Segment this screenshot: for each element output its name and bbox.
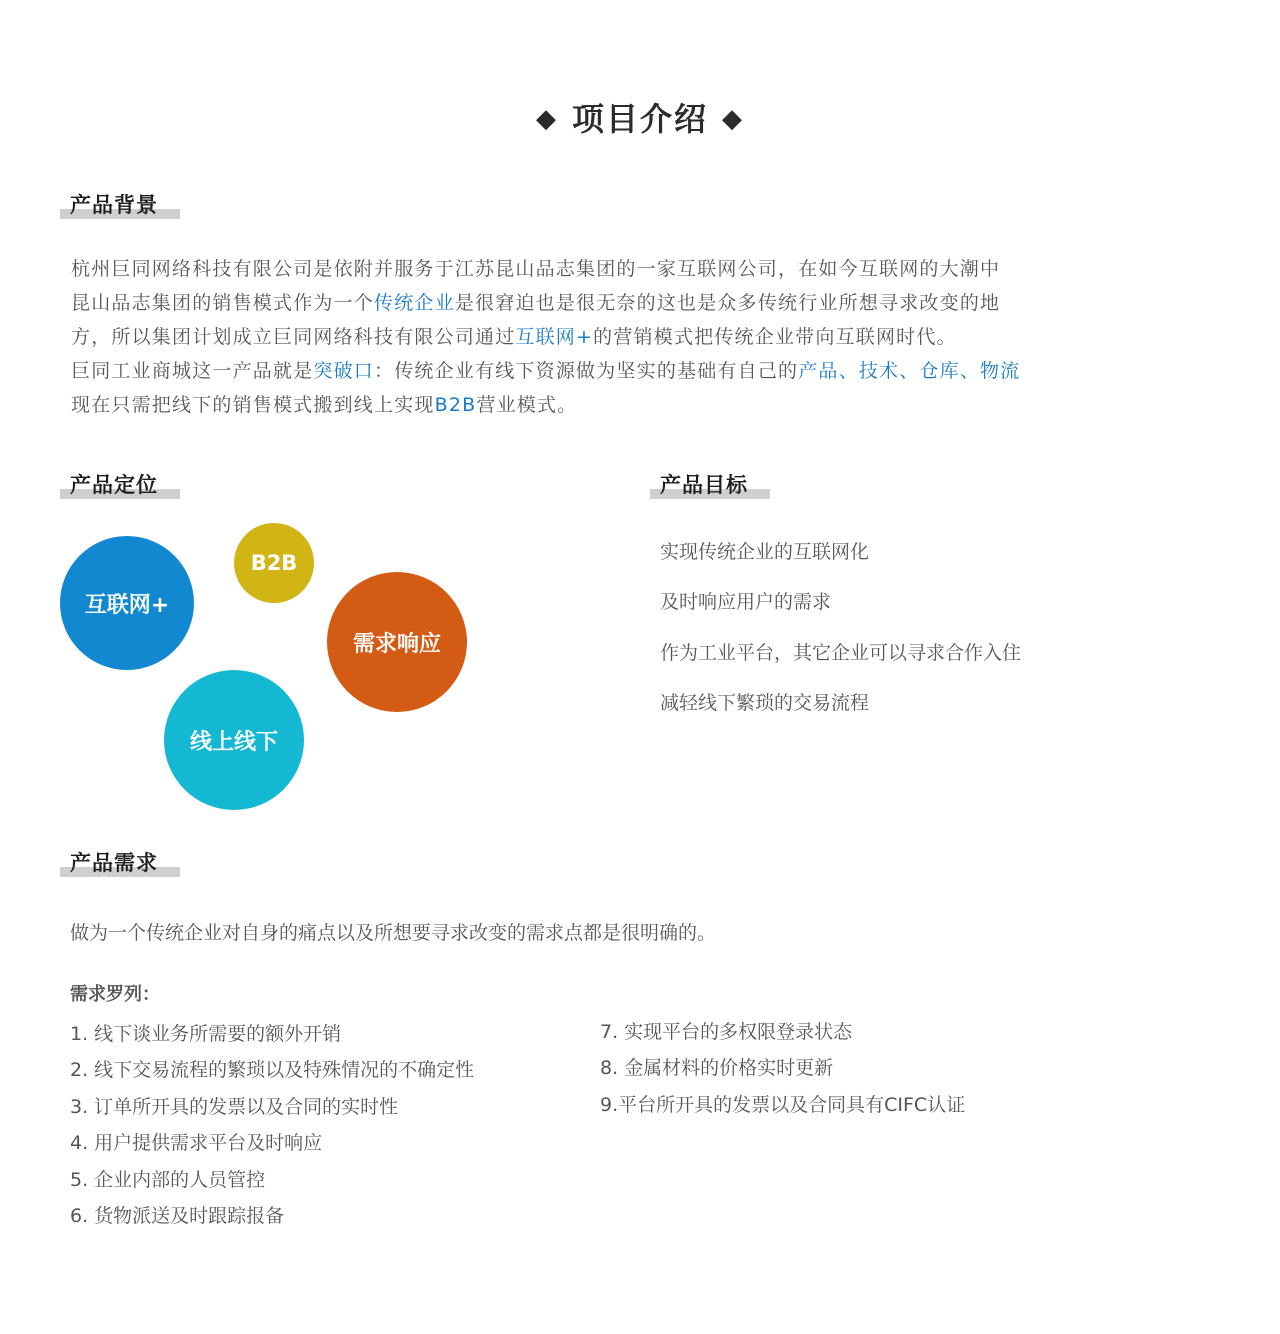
diamond-icon: ◆ (535, 104, 558, 134)
heading-text: 产品背景 (70, 193, 158, 217)
highlight-term: B2B (434, 394, 477, 416)
requirements-intro: 做为一个传统企业对自身的痛点以及所想要寻求改变的需求点都是很明确的。 (70, 922, 717, 944)
requirement-item: 5. 企业内部的人员管控 (70, 1169, 266, 1191)
section-heading-goals (650, 470, 770, 500)
requirements-list-title: 需求罗列： (70, 984, 160, 1005)
highlight-term: 互联网+ (515, 326, 594, 348)
paragraph-text: 的营销模式把传统企业带向互联网时代。 (593, 326, 957, 348)
circle-label: 线上线下 (189, 729, 278, 755)
highlight-term: 突破口 (313, 360, 375, 382)
requirement-item: 9.平台所开具的发票以及合同具有CIFC认证 (600, 1094, 966, 1116)
heading-text: 产品需求 (70, 851, 158, 875)
goal-item: 减轻线下繁琐的交易流程 (660, 692, 870, 714)
circle-label: 互联网+ (84, 592, 170, 618)
requirement-item: 2. 线下交易流程的繁琐以及特殊情况的不确定性 (70, 1059, 475, 1081)
heading-text: 产品目标 (660, 473, 748, 497)
circle-label: 需求响应 (352, 631, 441, 657)
circle-internet-plus (60, 536, 194, 670)
paragraph-text: 现在只需把线下的销售模式搬到线上实现 (71, 394, 435, 416)
paragraph-text: 昆山品志集团的销售模式作为一个 (71, 292, 375, 314)
requirement-item: 8. 金属材料的价格实时更新 (600, 1057, 834, 1079)
requirement-item: 3. 订单所开具的发票以及合同的实时性 (70, 1096, 399, 1118)
paragraph-text: 方，所以集团计划成立巨同网络科技有限公司通过 (71, 326, 516, 348)
paragraph-text: 是很窘迫也是很无奈的这也是众多传统行业所想寻求改变的地 (454, 292, 1001, 314)
section-heading-positioning (60, 470, 180, 500)
circle-b2b (234, 523, 314, 603)
section-heading-background (60, 190, 180, 220)
paragraph-text: 杭州巨同网络科技有限公司是依附并服务于江苏昆山品志集团的一家互联网公司，在如今互联网的大潮中 (71, 258, 1001, 280)
section-heading-requirements (60, 848, 180, 878)
circle-demand-response (327, 572, 467, 712)
heading-text: 产品定位 (70, 473, 158, 497)
requirement-item: 4. 用户提供需求平台及时响应 (70, 1132, 323, 1154)
highlight-term: 传统企业 (374, 292, 455, 314)
circle-label: B2B (250, 551, 298, 575)
goal-item: 及时响应用户的需求 (660, 591, 832, 613)
background-paragraph (71, 252, 1171, 422)
circle-online-offline (164, 670, 304, 810)
goal-item: 作为工业平台，其它企业可以寻求合作入住 (660, 642, 1022, 664)
requirement-item: 7. 实现平台的多权限登录状态 (600, 1021, 853, 1043)
highlight-term: 产品、技术、仓库、物流 (798, 360, 1021, 382)
paragraph-text: 营业模式。 (476, 394, 578, 416)
paragraph-text: 巨同工业商城这一产品就是 (71, 360, 314, 382)
diamond-icon: ◆ (722, 104, 744, 134)
requirement-item: 1. 线下谈业务所需要的额外开销 (70, 1023, 342, 1045)
paragraph-text: ：传统企业有线下资源做为坚实的基础有自己的 (374, 360, 799, 382)
goal-item: 实现传统企业的互联网化 (660, 541, 870, 563)
page-title-text: 项目介绍 (571, 100, 708, 138)
page-title (0, 94, 1280, 140)
requirement-item: 6. 货物派送及时跟踪报备 (70, 1205, 285, 1227)
